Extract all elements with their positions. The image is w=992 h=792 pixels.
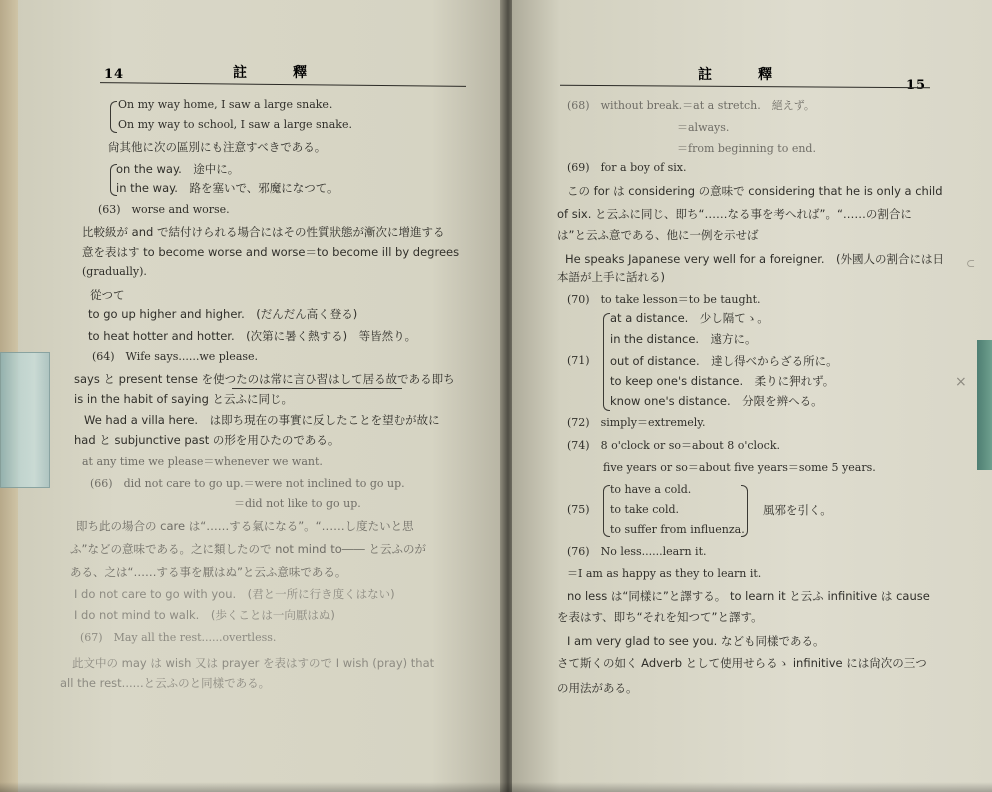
left-line: to heat hotter and hotter. (次第に暑く熱する) 等皆然り。 (88, 329, 417, 343)
right-line: out of distance. 達し得べからざる所に。 (610, 354, 838, 368)
right-line: (69) for a boy of six. (567, 161, 687, 174)
left-line: (66) did not care to go up.＝were not inclined to go up. (90, 477, 405, 490)
left-line: I do not mind to walk. (歩くことは一向厭はぬ) (74, 608, 335, 622)
left-line: (gradually). (82, 265, 147, 278)
right-line: of six. と云ふに同じ、即ち“……なる事を考へれば”。“……の割合に (557, 207, 912, 221)
left-line: at any time we please＝whenever we want. (82, 455, 323, 468)
left-line: 從つて (90, 288, 125, 302)
left-line: is in the habit of saying と云ふに同じ。 (74, 392, 294, 406)
right-line: 本語が上手に話れる) (557, 270, 665, 284)
left-line: 意を表はす to become worse and worse＝to become ill by degrees (82, 245, 460, 259)
right-line: (76) No less......learn it. (567, 545, 707, 558)
left-line: to go up higher and higher. (だんだん高く登る) (88, 307, 358, 321)
left-line: ＝did not like to go up. (234, 497, 361, 510)
right-line: to keep one's distance. 柔りに狎れず。 (610, 374, 835, 388)
right-page-number: 15 (906, 78, 927, 93)
right-line: (74) 8 o'clock or so＝about 8 o'clock. (567, 439, 780, 452)
left-line: (67) May all the rest......overtless. (80, 631, 277, 644)
left-underline (232, 388, 402, 389)
right-line: の用法がある。 (557, 681, 638, 695)
left-line: We had a villa here. は即ち現在の事實に反したことを望むが故に (84, 413, 440, 427)
margin-mark-icon: ⊂ (966, 257, 976, 270)
right-line: (70) to take lesson＝to be taught. (567, 293, 761, 306)
left-line: 比較級が and で結付けられる場合にはその性質狀態が漸次に增進する (82, 225, 445, 239)
right-line: I am very glad to see you. なども同樣である。 (567, 634, 825, 648)
left-line: 即ち此の場合の care は“……する氣になる”。“……し度たいと思 (76, 519, 414, 533)
left-line: all the rest......と云ふのと同樣である。 (60, 676, 271, 690)
left-line: on the way. 途中に。 (116, 162, 240, 176)
left-line: in the way. 路を塞いで、邪魔になつて。 (116, 181, 339, 195)
page-tab-flag (977, 340, 992, 470)
right-line: 風邪を引く。 (763, 503, 832, 517)
right-line: to have a cold. (610, 483, 692, 496)
right-brace-75-left (603, 485, 610, 537)
right-line: ＝always. (677, 121, 730, 134)
right-line: in the distance. 遠方に。 (610, 332, 757, 346)
left-brace-1 (110, 101, 117, 133)
left-page-number: 14 (104, 67, 125, 82)
right-line: ＝from beginning to end. (677, 142, 816, 155)
left-line: On my way to school, I saw a large snake. (118, 118, 352, 131)
left-line: ふ”などの意味である。之に類したので not mind to―― と云ふのが (70, 542, 426, 556)
pencil-cross-mark-icon: × (955, 374, 967, 390)
right-line: (75) (567, 503, 590, 516)
left-line: 尙其他に次の區別にも注意すべきである。 (108, 140, 327, 154)
left-line: I do not care to go with you. (君と一所に行き度くはない) (74, 587, 395, 601)
right-line: (72) simply＝extremely. (567, 416, 706, 429)
right-line: to suffer from influenza. (610, 523, 745, 536)
page-tab-flag (0, 352, 50, 488)
right-brace-71 (603, 313, 610, 411)
right-line: no less は“同樣に”と譯する。 to learn it と云ふ infinitive は cause (567, 589, 930, 603)
left-line: had と subjunctive past の形を用ひたのである。 (74, 433, 340, 447)
left-line: 此文中の may は wish 又は prayer を表はすので I wish (pray) that (72, 656, 435, 670)
left-line: ある、之は“……する事を厭はぬ”と云ふ意味である。 (70, 565, 347, 579)
left-line: On my way home, I saw a large snake. (118, 98, 333, 111)
right-line: five years or so＝about five years＝some 5 years. (603, 461, 876, 474)
right-line: ＝I am as happy as they to learn it. (567, 567, 762, 580)
right-line: know one's distance. 分限を辨へる。 (610, 394, 823, 408)
left-line: says と present tense を使つたのは常に言ひ習はして居る故である即ち (74, 372, 455, 386)
bottom-shadow (0, 782, 992, 792)
right-line: (68) without break.＝at a stretch. 絕えず。 (567, 99, 815, 112)
right-line: は”と云ふ意である、他に一例を示せば (557, 228, 759, 242)
right-line: を表はす、即ち“それを知つて”と譯す。 (557, 610, 763, 624)
right-line: at a distance. 少し隔てゝ。 (610, 311, 769, 325)
right-line: (71) (567, 354, 590, 367)
right-page-header: 註 釋 (698, 67, 773, 83)
left-line: (64) Wife says......we please. (92, 350, 259, 363)
left-page-header: 註 釋 (233, 65, 308, 81)
left-line: (63) worse and worse. (98, 203, 230, 216)
right-line: この for は considering の意味で considering that he is only a child (567, 184, 943, 198)
right-line: さて斯くの如く Adverb として使用せらるゝ infinitive には尙次の三つ (557, 656, 927, 670)
right-line: He speaks Japanese very well for a foreigner. (外國人の割合には日 (565, 252, 945, 266)
right-line: to take cold. (610, 503, 680, 516)
